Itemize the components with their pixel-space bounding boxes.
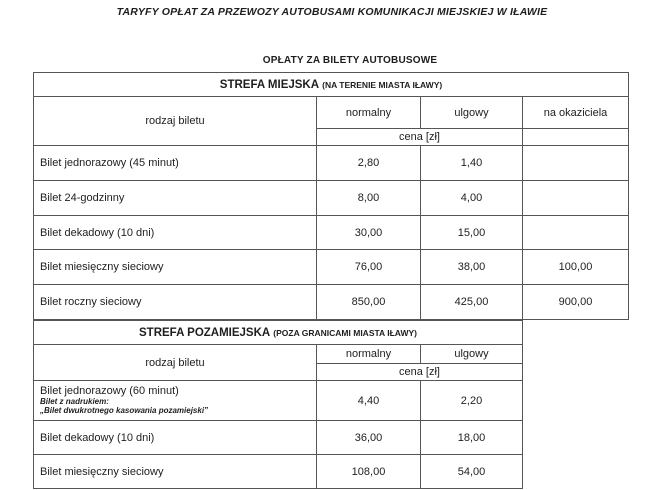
normal-price: 2,80	[317, 146, 421, 181]
document-subtitle: OPŁATY ZA BILETY AUTOBUSOWE	[262, 55, 438, 66]
ticket-name: Bilet dekadowy (10 dni)	[34, 421, 317, 455]
normal-price: 850,00	[317, 285, 421, 320]
ticket-name: Bilet 24-godzinny	[34, 181, 317, 216]
normal-price: 30,00	[317, 216, 421, 250]
table-row	[34, 250, 629, 285]
normal-price: 4,40	[317, 381, 421, 421]
city-header-normal: normalny	[317, 97, 421, 129]
table-row	[34, 381, 523, 421]
ticket-name: Bilet miesięczny sieciowy	[34, 455, 317, 489]
reduced-price: 2,20	[421, 381, 523, 421]
city-header-reduced: ulgowy	[421, 97, 523, 129]
city-header-row	[34, 97, 629, 129]
reduced-price: 1,40	[421, 146, 523, 181]
suburban-header-normal: normalny	[317, 345, 421, 364]
reduced-price: 18,00	[421, 421, 523, 455]
ticket-name: Bilet jednorazowy (45 minut)	[34, 146, 317, 181]
suburban-header-row	[34, 345, 523, 364]
document-title: TARYFY OPŁAT ZA PRZEWOZY AUTOBUSAMI KOMUNIKACJI MIEJSKIEJ W IŁAWIE	[116, 6, 548, 18]
suburban-zone-table	[33, 320, 523, 489]
normal-price: 76,00	[317, 250, 421, 285]
normal-price: 108,00	[317, 455, 421, 489]
bearer-price: 900,00	[523, 285, 629, 320]
table-row	[34, 455, 523, 489]
city-price-unit: cena [zł]	[317, 129, 523, 146]
reduced-price: 425,00	[421, 285, 523, 320]
ticket-name: Bilet dekadowy (10 dni)	[34, 216, 317, 250]
table-row	[34, 181, 629, 216]
suburban-header-reduced: ulgowy	[421, 345, 523, 364]
suburban-header-ticket-type: rodzaj biletu	[34, 345, 317, 381]
ticket-note-text: „Bilet dwukrotnego kasowania pozamiejski”	[40, 406, 209, 415]
table-row	[34, 285, 629, 320]
suburban-zone-title: STREFA POZAMIEJSKA	[139, 326, 271, 339]
ticket-name: Bilet miesięczny sieciowy	[34, 250, 317, 285]
table-row	[34, 216, 629, 250]
table-row	[34, 146, 629, 181]
bearer-price	[523, 146, 629, 181]
city-zone-title: STREFA MIEJSKA	[219, 78, 320, 91]
suburban-zone-title-note: (POZA GRANICAMI MIASTA IŁAWY)	[273, 327, 417, 338]
city-zone-title-cell	[34, 73, 629, 97]
ticket-name: Bilet jednorazowy (60 minut)	[40, 385, 179, 397]
bearer-price: 100,00	[523, 250, 629, 285]
city-header-ticket-type: rodzaj biletu	[34, 97, 317, 146]
city-zone-title-row	[34, 73, 629, 97]
reduced-price: 38,00	[421, 250, 523, 285]
reduced-price: 15,00	[421, 216, 523, 250]
reduced-price: 4,00	[421, 181, 523, 216]
table-row	[34, 421, 523, 455]
ticket-name-cell	[34, 381, 317, 421]
ticket-note-label: Bilet z nadrukiem:	[40, 397, 109, 406]
reduced-price: 54,00	[421, 455, 523, 489]
city-zone-table	[33, 72, 629, 320]
bearer-price	[523, 181, 629, 216]
normal-price: 8,00	[317, 181, 421, 216]
bearer-price	[523, 216, 629, 250]
city-zone-title-note: (NA TERENIE MIASTA IŁAWY)	[322, 79, 443, 90]
city-unit-empty-cell	[523, 129, 629, 146]
ticket-name: Bilet roczny sieciowy	[34, 285, 317, 320]
suburban-zone-title-cell	[34, 321, 523, 345]
suburban-zone-title-row	[34, 321, 523, 345]
city-header-bearer: na okaziciela	[523, 97, 629, 129]
suburban-price-unit: cena [zł]	[317, 364, 523, 381]
normal-price: 36,00	[317, 421, 421, 455]
